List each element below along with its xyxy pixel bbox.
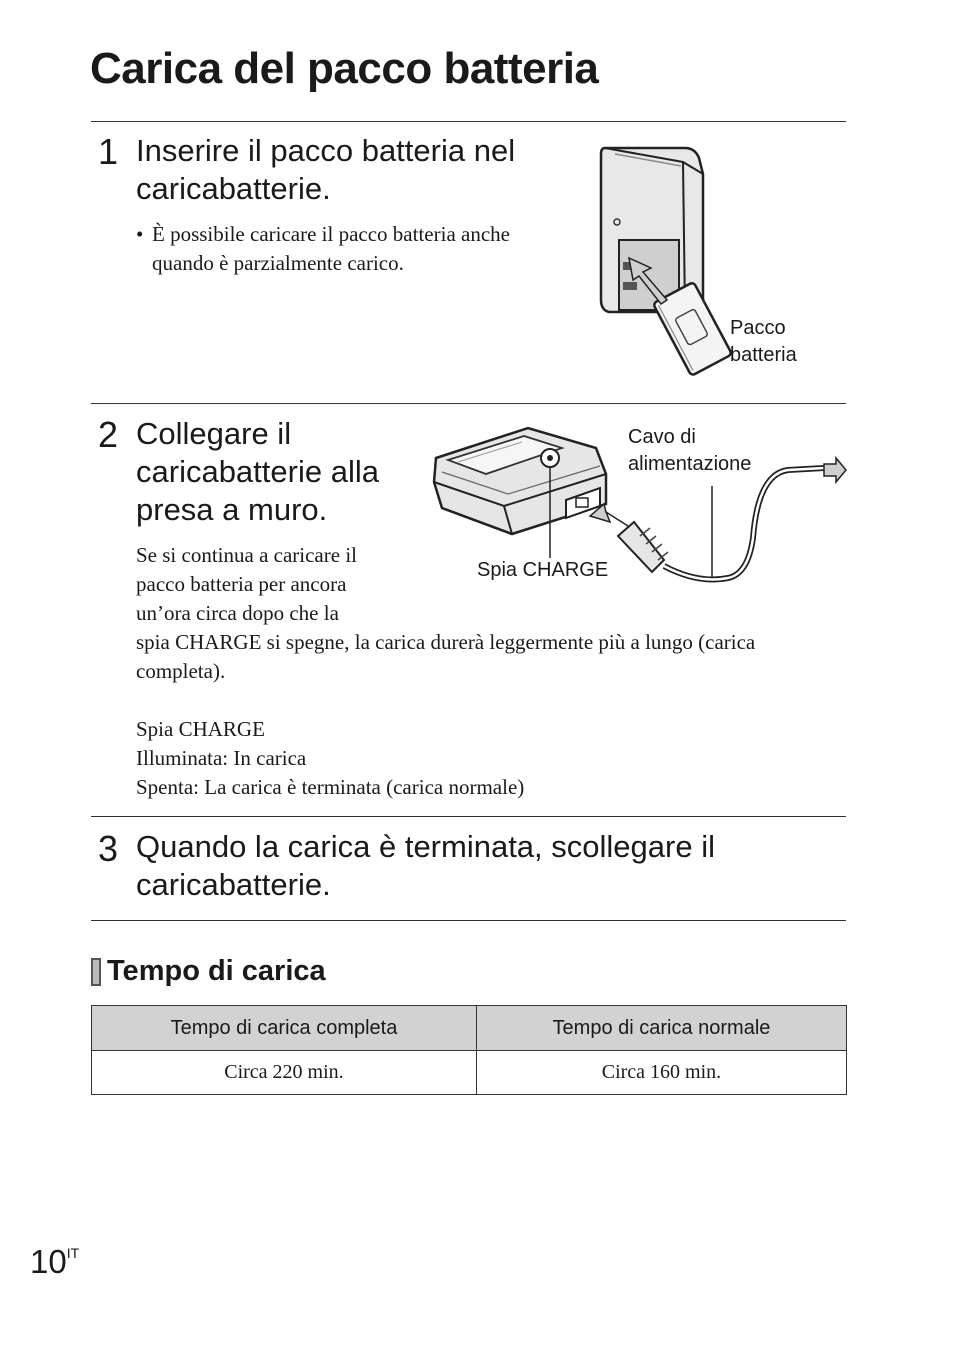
step-3-number: 3 [98, 828, 119, 869]
charge-lamp-status [136, 715, 524, 802]
table-row [92, 1051, 847, 1095]
status-title: Spia CHARGE [136, 717, 265, 741]
table-header-cell: Tempo di carica completa [92, 1006, 477, 1051]
page-title: Carica del pacco batteria [90, 44, 599, 93]
bullet-line: quando è parzialmente carico. [152, 251, 404, 275]
step-2-heading-line: Collegare il [136, 416, 292, 451]
step-3-heading-line: caricabatterie. [136, 867, 331, 902]
step-2-heading [136, 415, 379, 529]
section-marker-icon [91, 958, 101, 986]
charge-time-heading [91, 955, 326, 988]
paragraph-line: Se si continua a caricare il [136, 543, 357, 567]
step-1-heading-line: Inserire il pacco batteria nel [136, 133, 516, 168]
charger-battery-illustration [595, 140, 735, 385]
charge-lamp-label: Spia CHARGE [477, 559, 609, 581]
label-line: batteria [730, 344, 797, 366]
bullet-line: È possibile caricare il pacco batteria anche [152, 222, 510, 246]
charge-time-heading-text: Tempo di carica [107, 955, 326, 987]
step-2-heading-line: presa a muro. [136, 492, 328, 527]
section-divider [91, 121, 846, 122]
step-2-heading-line: caricabatterie alla [136, 454, 379, 489]
section-divider [91, 403, 846, 404]
paragraph-line: completa). [136, 659, 226, 683]
charge-time-table [91, 1005, 847, 1095]
section-divider [91, 816, 846, 817]
status-on: Illuminata: In carica [136, 746, 307, 770]
status-off: Spenta: La carica è terminata (carica normale) [136, 775, 525, 799]
battery-pack-label [730, 315, 797, 369]
step-1-bullet-marker: • [136, 222, 144, 246]
table-header-cell: Tempo di carica normale [476, 1006, 846, 1051]
table-cell: Circa 160 min. [476, 1051, 846, 1095]
label-line: Pacco [730, 317, 786, 339]
label-line: Cavo di [628, 426, 696, 448]
table-header-row [92, 1006, 847, 1051]
page-number [30, 1243, 79, 1281]
step-1-heading-line: caricabatterie. [136, 171, 331, 206]
page-language: IT [66, 1245, 80, 1261]
step-3-heading-line: Quando la carica è terminata, scollegare il [136, 829, 715, 864]
label-line: alimentazione [628, 453, 752, 475]
section-divider [91, 920, 846, 921]
step-3-heading [136, 828, 715, 904]
step-1-bullet-text [152, 220, 510, 278]
table-cell: Circa 220 min. [92, 1051, 477, 1095]
step-1-number: 1 [98, 131, 119, 172]
paragraph-line: un’ora circa dopo che la [136, 601, 339, 625]
step-2-number: 2 [98, 414, 119, 455]
page-number-value: 10 [30, 1243, 67, 1280]
paragraph-line: spia CHARGE si spegne, la carica durerà leggermente più a lungo (carica [136, 630, 756, 654]
step-1-heading [136, 132, 515, 208]
power-cord-label [628, 424, 751, 478]
paragraph-line: pacco batteria per ancora [136, 572, 347, 596]
